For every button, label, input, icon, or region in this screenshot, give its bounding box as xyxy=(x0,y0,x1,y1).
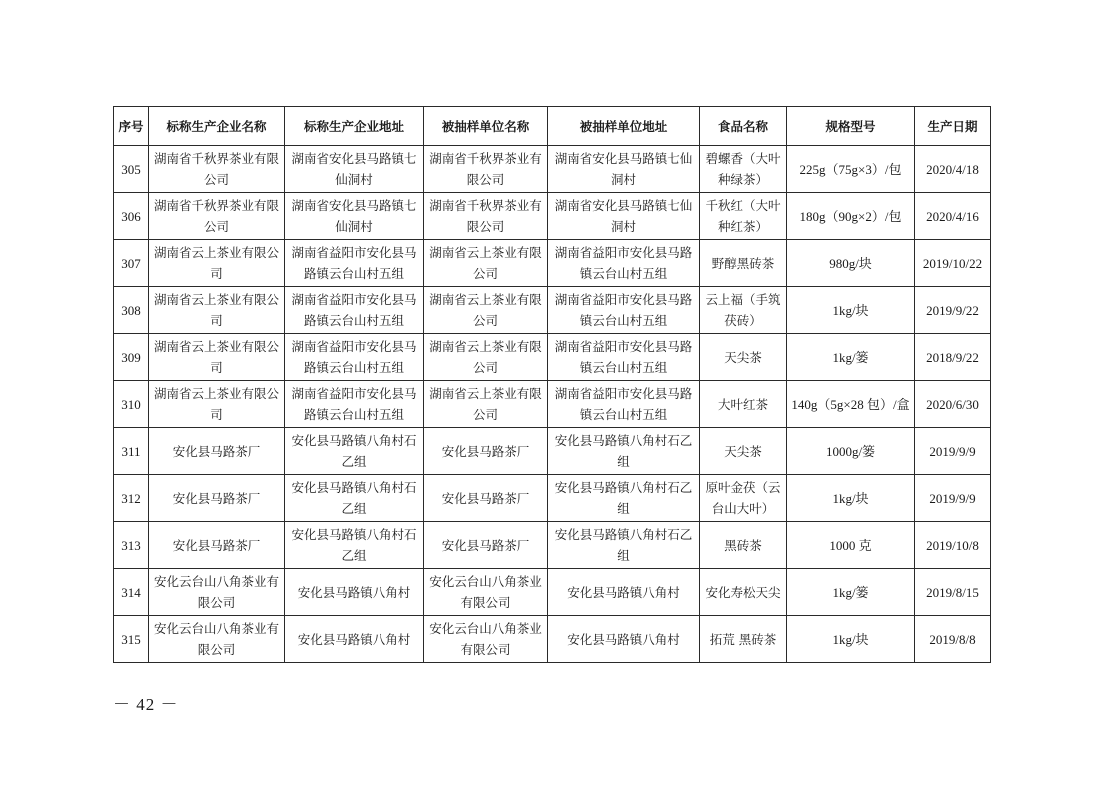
cell-sampled-unit-address: 安化县马路镇八角村石乙组 xyxy=(548,428,700,475)
header-specification: 规格型号 xyxy=(787,107,915,146)
table-row xyxy=(114,381,991,428)
cell-producer-name: 湖南省千秋界茶业有限公司 xyxy=(149,146,285,193)
cell-specification: 1kg/块 xyxy=(787,287,915,334)
cell-food-name: 天尖茶 xyxy=(700,334,787,381)
cell-producer-address: 安化县马路镇八角村石乙组 xyxy=(285,475,424,522)
cell-sampled-unit-name: 安化县马路茶厂 xyxy=(424,522,548,569)
cell-production-date: 2019/8/8 xyxy=(915,616,991,663)
cell-production-date: 2019/10/22 xyxy=(915,240,991,287)
cell-food-name: 原叶金茯（云台山大叶） xyxy=(700,475,787,522)
cell-sampled-unit-address: 湖南省益阳市安化县马路镇云台山村五组 xyxy=(548,334,700,381)
cell-producer-address: 湖南省益阳市安化县马路镇云台山村五组 xyxy=(285,287,424,334)
cell-specification: 180g（90g×2）/包 xyxy=(787,193,915,240)
cell-sampled-unit-address: 湖南省安化县马路镇七仙洞村 xyxy=(548,146,700,193)
cell-seq: 310 xyxy=(114,381,149,428)
cell-producer-address: 安化县马路镇八角村 xyxy=(285,569,424,616)
cell-food-name: 碧螺香（大叶种绿茶） xyxy=(700,146,787,193)
cell-sampled-unit-address: 安化县马路镇八角村 xyxy=(548,569,700,616)
cell-producer-name: 湖南省云上茶业有限公司 xyxy=(149,381,285,428)
cell-sampled-unit-address: 湖南省益阳市安化县马路镇云台山村五组 xyxy=(548,287,700,334)
table-row xyxy=(114,616,991,663)
cell-production-date: 2018/9/22 xyxy=(915,334,991,381)
cell-producer-name: 湖南省云上茶业有限公司 xyxy=(149,334,285,381)
cell-specification: 1kg/篓 xyxy=(787,334,915,381)
cell-producer-name: 湖南省千秋界茶业有限公司 xyxy=(149,193,285,240)
cell-food-name: 野醇黑砖茶 xyxy=(700,240,787,287)
cell-producer-address: 湖南省安化县马路镇七仙洞村 xyxy=(285,193,424,240)
cell-sampled-unit-name: 湖南省云上茶业有限公司 xyxy=(424,334,548,381)
cell-producer-name: 安化云台山八角茶业有限公司 xyxy=(149,569,285,616)
cell-sampled-unit-name: 安化县马路茶厂 xyxy=(424,428,548,475)
table-row xyxy=(114,428,991,475)
cell-production-date: 2019/10/8 xyxy=(915,522,991,569)
cell-sampled-unit-name: 湖南省千秋界茶业有限公司 xyxy=(424,193,548,240)
cell-sampled-unit-address: 湖南省益阳市安化县马路镇云台山村五组 xyxy=(548,240,700,287)
cell-sampled-unit-address: 安化县马路镇八角村 xyxy=(548,616,700,663)
cell-producer-name: 湖南省云上茶业有限公司 xyxy=(149,287,285,334)
cell-producer-address: 安化县马路镇八角村 xyxy=(285,616,424,663)
cell-producer-name: 安化县马路茶厂 xyxy=(149,475,285,522)
cell-specification: 1kg/篓 xyxy=(787,569,915,616)
cell-production-date: 2020/4/18 xyxy=(915,146,991,193)
cell-producer-name: 安化县马路茶厂 xyxy=(149,522,285,569)
table-row xyxy=(114,522,991,569)
cell-producer-address: 湖南省益阳市安化县马路镇云台山村五组 xyxy=(285,240,424,287)
cell-seq: 307 xyxy=(114,240,149,287)
cell-sampled-unit-name: 安化云台山八角茶业有限公司 xyxy=(424,616,548,663)
cell-food-name: 安化寿松天尖 xyxy=(700,569,787,616)
cell-seq: 308 xyxy=(114,287,149,334)
table-row xyxy=(114,193,991,240)
table-row xyxy=(114,287,991,334)
cell-sampled-unit-address: 安化县马路镇八角村石乙组 xyxy=(548,522,700,569)
cell-producer-address: 安化县马路镇八角村石乙组 xyxy=(285,522,424,569)
cell-food-name: 云上福（手筑茯砖） xyxy=(700,287,787,334)
cell-food-name: 千秋红（大叶种红茶） xyxy=(700,193,787,240)
cell-sampled-unit-name: 安化云台山八角茶业有限公司 xyxy=(424,569,548,616)
cell-producer-name: 安化县马路茶厂 xyxy=(149,428,285,475)
cell-sampled-unit-name: 湖南省云上茶业有限公司 xyxy=(424,240,548,287)
cell-sampled-unit-name: 湖南省千秋界茶业有限公司 xyxy=(424,146,548,193)
table-row xyxy=(114,569,991,616)
cell-sampled-unit-address: 湖南省安化县马路镇七仙洞村 xyxy=(548,193,700,240)
table-row xyxy=(114,475,991,522)
cell-seq: 312 xyxy=(114,475,149,522)
cell-specification: 1000 克 xyxy=(787,522,915,569)
header-seq: 序号 xyxy=(114,107,149,146)
cell-specification: 980g/块 xyxy=(787,240,915,287)
cell-food-name: 黑砖茶 xyxy=(700,522,787,569)
cell-sampled-unit-name: 湖南省云上茶业有限公司 xyxy=(424,287,548,334)
cell-producer-address: 安化县马路镇八角村石乙组 xyxy=(285,428,424,475)
cell-production-date: 2019/9/9 xyxy=(915,428,991,475)
cell-seq: 305 xyxy=(114,146,149,193)
cell-producer-name: 安化云台山八角茶业有限公司 xyxy=(149,616,285,663)
cell-seq: 314 xyxy=(114,569,149,616)
table-row xyxy=(114,240,991,287)
header-sampled-unit-address: 被抽样单位地址 xyxy=(548,107,700,146)
cell-food-name: 拓荒 黑砖茶 xyxy=(700,616,787,663)
cell-seq: 313 xyxy=(114,522,149,569)
cell-specification: 1kg/块 xyxy=(787,616,915,663)
sampling-results-table xyxy=(113,106,991,663)
cell-sampled-unit-address: 湖南省益阳市安化县马路镇云台山村五组 xyxy=(548,381,700,428)
cell-seq: 311 xyxy=(114,428,149,475)
cell-production-date: 2020/4/16 xyxy=(915,193,991,240)
cell-sampled-unit-address: 安化县马路镇八角村石乙组 xyxy=(548,475,700,522)
header-sampled-unit-name: 被抽样单位名称 xyxy=(424,107,548,146)
cell-seq: 315 xyxy=(114,616,149,663)
cell-sampled-unit-name: 安化县马路茶厂 xyxy=(424,475,548,522)
cell-specification: 225g（75g×3）/包 xyxy=(787,146,915,193)
cell-seq: 306 xyxy=(114,193,149,240)
table-header-row xyxy=(114,107,991,146)
cell-production-date: 2019/9/22 xyxy=(915,287,991,334)
cell-specification: 1000g/篓 xyxy=(787,428,915,475)
header-food-name: 食品名称 xyxy=(700,107,787,146)
cell-sampled-unit-name: 湖南省云上茶业有限公司 xyxy=(424,381,548,428)
cell-food-name: 天尖茶 xyxy=(700,428,787,475)
cell-production-date: 2020/6/30 xyxy=(915,381,991,428)
header-production-date: 生产日期 xyxy=(915,107,991,146)
cell-food-name: 大叶红茶 xyxy=(700,381,787,428)
cell-specification: 140g（5g×28 包）/盒 xyxy=(787,381,915,428)
cell-producer-address: 湖南省益阳市安化县马路镇云台山村五组 xyxy=(285,334,424,381)
cell-production-date: 2019/9/9 xyxy=(915,475,991,522)
table-row xyxy=(114,146,991,193)
cell-producer-address: 湖南省益阳市安化县马路镇云台山村五组 xyxy=(285,381,424,428)
cell-producer-address: 湖南省安化县马路镇七仙洞村 xyxy=(285,146,424,193)
cell-producer-name: 湖南省云上茶业有限公司 xyxy=(149,240,285,287)
cell-specification: 1kg/块 xyxy=(787,475,915,522)
page-number: － 42 － xyxy=(113,695,179,714)
cell-production-date: 2019/8/15 xyxy=(915,569,991,616)
table-row xyxy=(114,334,991,381)
header-producer-name: 标称生产企业名称 xyxy=(149,107,285,146)
cell-seq: 309 xyxy=(114,334,149,381)
header-producer-address: 标称生产企业地址 xyxy=(285,107,424,146)
